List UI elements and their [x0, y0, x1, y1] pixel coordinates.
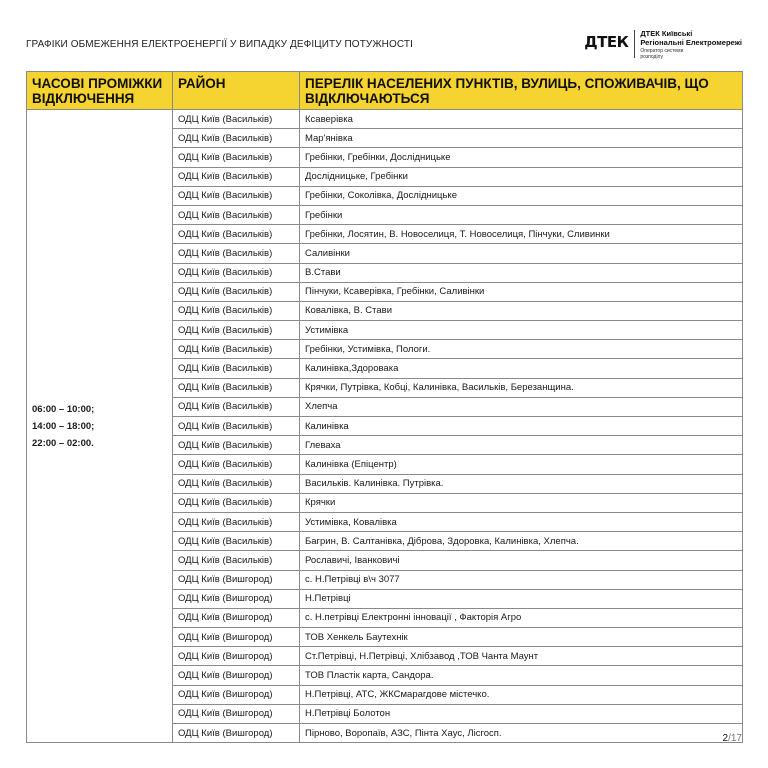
- district-cell: ОДЦ Київ (Васильків): [173, 110, 300, 129]
- district-cell: ОДЦ Київ (Васильків): [173, 359, 300, 378]
- district-cell: ОДЦ Київ (Васильків): [173, 340, 300, 359]
- logo-mark: [584, 32, 628, 52]
- district-cell: ОДЦ Київ (Васильків): [173, 397, 300, 416]
- time-slot: 22:00 – 02:00.: [32, 437, 94, 449]
- district-cell: ОДЦ Київ (Васильків): [173, 148, 300, 167]
- district-cell: ОДЦ Київ (Васильків): [173, 244, 300, 263]
- district-cell: ОДЦ Київ (Васильків): [173, 551, 300, 570]
- district-cell: ОДЦ Київ (Вишгород): [173, 685, 300, 704]
- places-cell: Устимівка: [300, 321, 743, 340]
- places-cell: Рославичі, Іванковичі: [300, 551, 743, 570]
- places-cell: Гребінки, Соколівка, Дослідницьке: [300, 186, 743, 205]
- places-cell: Гребінки, Лосятин, В. Новоселиця, Т. Новоселиця, Пінчуки, Сливинки: [300, 225, 743, 244]
- places-cell: Ксаверівка: [300, 110, 743, 129]
- district-cell: ОДЦ Київ (Вишгород): [173, 570, 300, 589]
- places-cell: Хлепча: [300, 397, 743, 416]
- district-cell: ОДЦ Київ (Васильків): [173, 474, 300, 493]
- district-cell: ОДЦ Київ (Вишгород): [173, 704, 300, 723]
- district-cell: ОДЦ Київ (Васильків): [173, 436, 300, 455]
- places-cell: Пінчуки, Ксаверівка, Гребінки, Саливінки: [300, 282, 743, 301]
- time-slot: 06:00 – 10:00;: [32, 403, 95, 415]
- logo-line-2: Регіональні Електромережі: [640, 37, 742, 47]
- district-cell: ОДЦ Київ (Васильків): [173, 282, 300, 301]
- district-cell: ОДЦ Київ (Васильків): [173, 225, 300, 244]
- header-district: РАЙОН: [173, 72, 300, 110]
- header-places: ПЕРЕЛІК НАСЕЛЕНИХ ПУНКТІВ, ВУЛИЦЬ, СПОЖИВАЧІВ, ЩО ВІДКЛЮЧАЮТЬСЯ: [300, 72, 743, 110]
- places-cell: Гребінки, Устимівка, Пологи.: [300, 340, 743, 359]
- district-cell: ОДЦ Київ (Вишгород): [173, 666, 300, 685]
- document-header: [26, 30, 742, 62]
- district-cell: ОДЦ Київ (Вишгород): [173, 608, 300, 627]
- district-cell: ОДЦ Київ (Васильків): [173, 301, 300, 320]
- places-cell: Мар'янівка: [300, 129, 743, 148]
- district-cell: ОДЦ Київ (Васильків): [173, 417, 300, 436]
- district-cell: ОДЦ Київ (Васильків): [173, 263, 300, 282]
- time-slot: 14:00 – 18:00;: [32, 420, 95, 432]
- places-cell: Устимівка, Ковалівка: [300, 512, 743, 531]
- places-cell: ТОВ Хенкель Баутехнік: [300, 628, 743, 647]
- places-cell: Калинівка,Здоровака: [300, 359, 743, 378]
- district-cell: ОДЦ Київ (Васильків): [173, 167, 300, 186]
- district-cell: ОДЦ Київ (Васильків): [173, 493, 300, 512]
- district-cell: ОДЦ Київ (Вишгород): [173, 589, 300, 608]
- places-cell: Пірново, Воропаїв, АЗС, Пінта Хаус, Лісгосп.: [300, 724, 743, 743]
- places-cell: Гребінки: [300, 205, 743, 224]
- places-cell: Крячки: [300, 493, 743, 512]
- places-cell: Крячки, Путрівка, Кобці, Калинівка, Васильків, Березанщина.: [300, 378, 743, 397]
- places-cell: Саливінки: [300, 244, 743, 263]
- places-cell: Н.Петрівці: [300, 589, 743, 608]
- district-cell: ОДЦ Київ (Вишгород): [173, 647, 300, 666]
- district-cell: ОДЦ Київ (Васильків): [173, 321, 300, 340]
- district-cell: ОДЦ Київ (Вишгород): [173, 628, 300, 647]
- table-body: [27, 110, 743, 743]
- places-cell: В.Стави: [300, 263, 743, 282]
- places-cell: Ковалівка, В. Стави: [300, 301, 743, 320]
- district-cell: ОДЦ Київ (Васильків): [173, 532, 300, 551]
- places-cell: ТОВ Пластік карта, Сандора.: [300, 666, 743, 685]
- logo-wordmark: ДТЕК: [584, 33, 629, 51]
- places-cell: Дослідницьке, Гребінки: [300, 167, 743, 186]
- logo-line-3: Оператор системи розподілу: [640, 48, 684, 60]
- time-slots-cell: [27, 110, 173, 743]
- page-current: 2: [722, 733, 729, 744]
- district-cell: ОДЦ Київ (Васильків): [173, 186, 300, 205]
- outage-schedule-table: [26, 71, 743, 743]
- places-cell: с. Н.Петрівці в\ч 3077: [300, 570, 743, 589]
- header-time: ЧАСОВІ ПРОМІЖКИ ВІДКЛЮЧЕННЯ: [27, 72, 173, 110]
- page-number: [723, 733, 742, 744]
- places-cell: Ст.Петрівці, Н.Петрівці, Хлібзавод ,ТОВ Чанта Маунт: [300, 647, 743, 666]
- district-cell: ОДЦ Київ (Васильків): [173, 455, 300, 474]
- table-header-row: [27, 72, 743, 110]
- places-cell: Глеваха: [300, 436, 743, 455]
- logo-line-1: ДТЕК Київські: [640, 29, 693, 38]
- district-cell: ОДЦ Київ (Васильків): [173, 205, 300, 224]
- company-logo: [584, 30, 742, 62]
- places-cell: Калинівка: [300, 417, 743, 436]
- places-cell: Васильків. Калинівка. Путрівка.: [300, 474, 743, 493]
- logo-caption: [640, 30, 742, 60]
- district-cell: ОДЦ Київ (Васильків): [173, 129, 300, 148]
- district-cell: ОДЦ Київ (Васильків): [173, 378, 300, 397]
- places-cell: с. Н.петрівці Електронні інновації , Факторія Агро: [300, 608, 743, 627]
- table-row: [27, 110, 743, 129]
- document-title: ГРАФІКИ ОБМЕЖЕННЯ ЕЛЕКТРОЕНЕРГІЇ У ВИПАДКУ ДЕФІЦИТУ ПОТУЖНОСТІ: [26, 39, 413, 50]
- places-cell: Гребінки, Гребінки, Дослідницьке: [300, 148, 743, 167]
- district-cell: ОДЦ Київ (Вишгород): [173, 724, 300, 743]
- places-cell: Калинівка (Епіцентр): [300, 455, 743, 474]
- page-total: /17: [728, 733, 742, 744]
- places-cell: Н.Петрівці Болотон: [300, 704, 743, 723]
- district-cell: ОДЦ Київ (Васильків): [173, 512, 300, 531]
- logo-divider: [634, 30, 635, 58]
- places-cell: Багрин, В. Салтанівка, Діброва, Здоровка, Калинівка, Хлепча.: [300, 532, 743, 551]
- places-cell: Н.Петрівці, АТС, ЖКСмарагдове містечко.: [300, 685, 743, 704]
